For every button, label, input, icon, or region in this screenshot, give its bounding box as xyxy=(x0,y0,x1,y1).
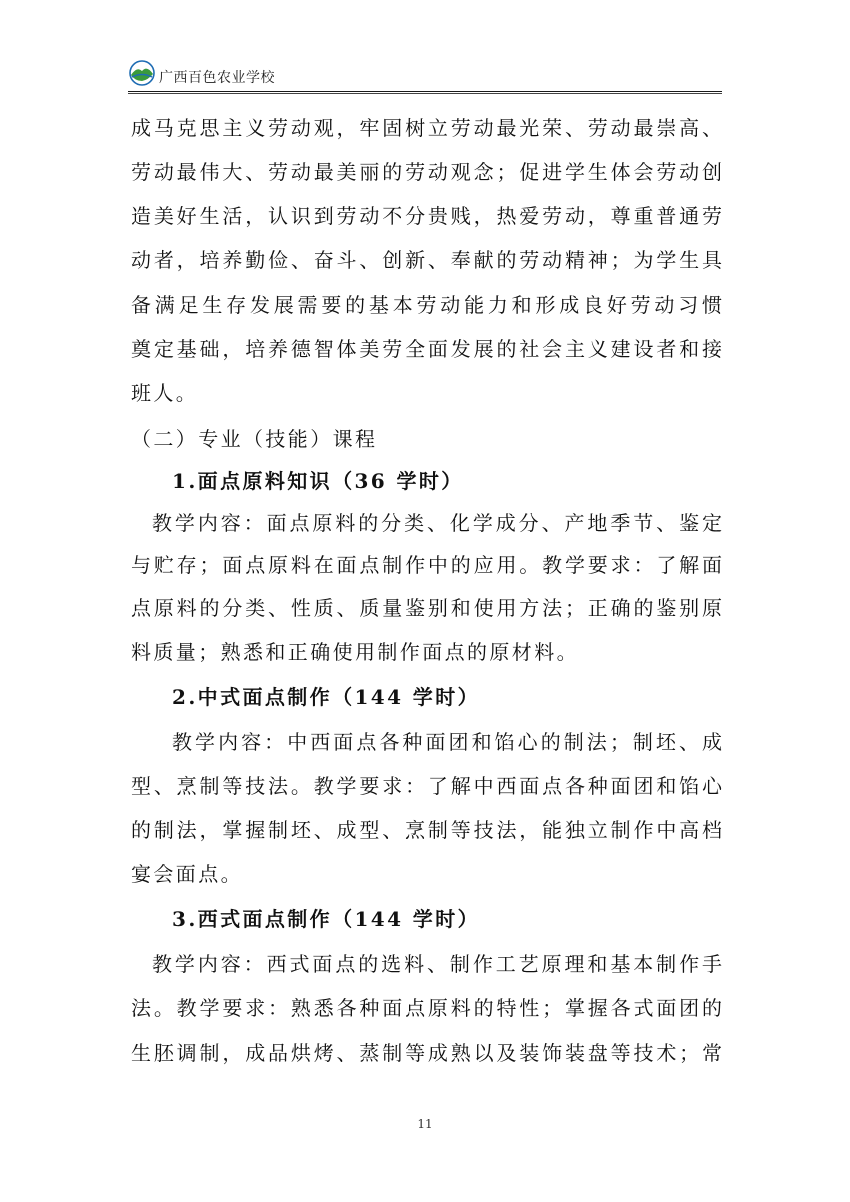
course-line: 生胚调制，成品烘烤、蒸制等成熟以及装饰装盘等技术；常 xyxy=(131,1041,723,1065)
course-line: 宴会面点。 xyxy=(131,862,243,886)
page-number: 11 xyxy=(417,1117,433,1131)
header-rule-thin xyxy=(128,93,722,94)
paragraph-line: 造美好生活，认识到劳动不分贵贱，热爱劳动，尊重普通劳 xyxy=(131,204,723,228)
course-line: 的制法，掌握制坯、成型、烹制等技法，能独立制作中高档 xyxy=(131,818,723,842)
school-name: 广西百色农业学校 xyxy=(159,70,275,86)
paragraph-line: 动者，培养勤俭、奋斗、创新、奉献的劳动精神；为学生具 xyxy=(131,248,723,272)
paragraph-line: 班人。 xyxy=(131,381,199,405)
course-line: 与贮存；面点原料在面点制作中的应用。教学要求：了解面 xyxy=(131,553,723,577)
paragraph-line: 奠定基础，培养德智体美劳全面发展的社会主义建设者和接 xyxy=(131,337,723,361)
paragraph-line: 劳动最伟大、劳动最美丽的劳动观念；促进学生体会劳动创 xyxy=(131,160,723,184)
course-line: 型、烹制等技法。教学要求：了解中西面点各种面团和馅心 xyxy=(131,774,723,798)
course-line: 料质量；熟悉和正确使用制作面点的原材料。 xyxy=(131,640,579,664)
paragraph-line: 备满足生存发展需要的基本劳动能力和形成良好劳动习惯 xyxy=(131,293,723,317)
course-line: 教学内容：中西面点各种面团和馅心的制法；制坯、成 xyxy=(172,730,723,754)
course-line: 法。教学要求：熟悉各种面点原料的特性；掌握各式面团的 xyxy=(131,996,723,1020)
course-line: 点原料的分类、性质、质量鉴别和使用方法；正确的鉴别原 xyxy=(131,596,723,620)
section-heading: （二）专业（技能）课程 xyxy=(131,427,378,451)
course-title: 2.中式面点制作（144 学时） xyxy=(172,685,480,709)
page-header xyxy=(128,58,722,92)
course-line: 教学内容：西式面点的选料、制作工艺原理和基本制作手 xyxy=(152,952,723,976)
header-rule xyxy=(128,91,722,92)
course-title: 3.西式面点制作（144 学时） xyxy=(172,907,480,931)
school-logo-icon xyxy=(128,60,156,86)
paragraph-line: 成马克思主义劳动观，牢固树立劳动最光荣、劳动最崇高、 xyxy=(131,116,723,140)
course-title: 1.面点原料知识（36 学时） xyxy=(172,469,464,493)
course-line: 教学内容：面点原料的分类、化学成分、产地季节、鉴定 xyxy=(152,511,723,535)
